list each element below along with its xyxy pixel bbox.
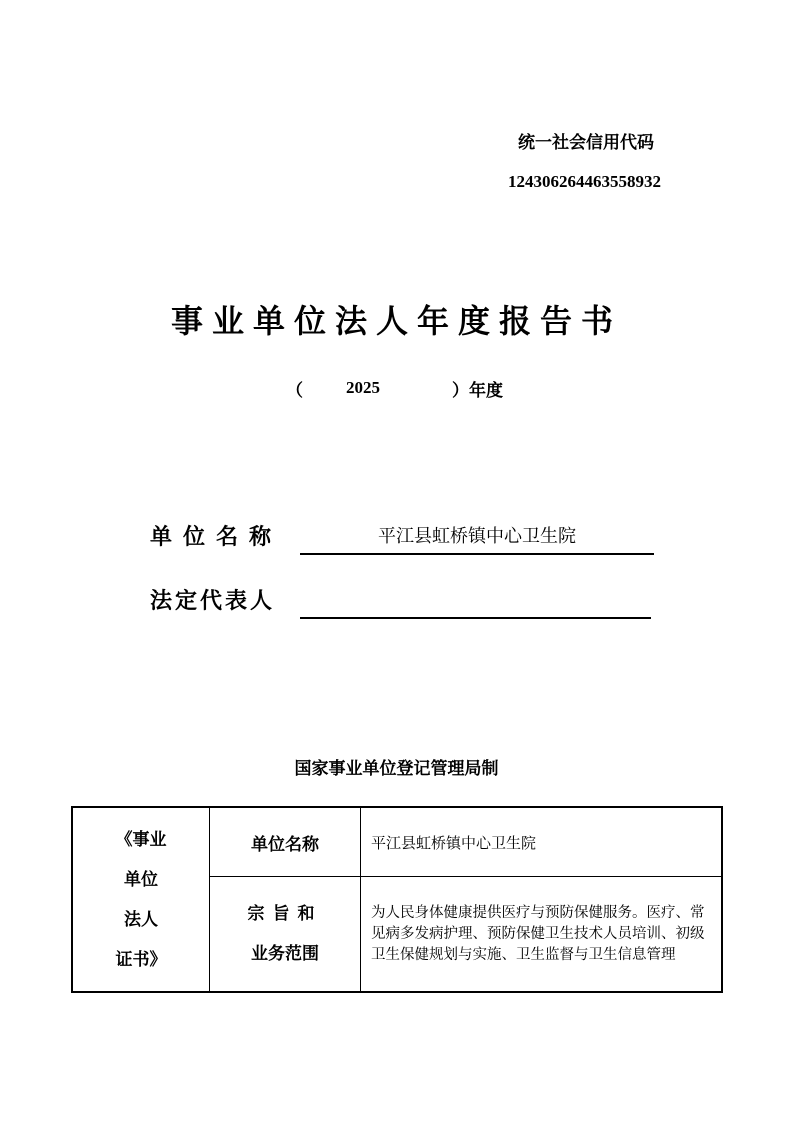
credit-code-label: 统一社会信用代码 [518,133,654,153]
legal-rep-underline [300,617,651,619]
purpose-header-cell [210,877,361,993]
unit-name-value: 平江县虹桥镇中心卫生院 [378,526,576,547]
certificate-line: 单位 [124,869,158,890]
certificate-line: 法人 [124,909,158,930]
certificate-line: 证书》 [115,949,167,970]
credit-code-value: 12430626446355893​2 [508,172,661,191]
legal-rep-label: 法定代表人 [150,589,276,614]
certificate-info-table [71,806,723,993]
year-open-paren: （ [286,381,303,401]
purpose-value-cell: 为人民身体健康提供医疗与预防保健服务。医疗、常见病多发病护理、预防保健卫生技术人员培训、初级卫生保健规划与实施、卫生监督与卫生信息管理 [361,877,723,993]
purpose-header-line: 宗旨和 [247,904,323,924]
purpose-header-line: 业务范围 [251,944,319,964]
unit-name-label: 单位名称 [150,525,283,550]
document-title: 事业单位法人年度报告书 [170,302,622,340]
table-row [72,807,722,877]
unit-name-value-cell: 平江县虹桥镇中心卫生院 [361,807,723,877]
unit-name-underline [300,553,654,555]
report-year-value: 2025 [346,378,380,397]
certificate-label-cell [72,807,210,992]
certificate-line: 《事业 [115,829,167,850]
year-suffix: ）年度 [452,381,503,401]
issuer-text: 国家事业单位登记管理局制 [294,759,499,779]
unit-name-header-cell: 单位名称 [210,807,361,877]
